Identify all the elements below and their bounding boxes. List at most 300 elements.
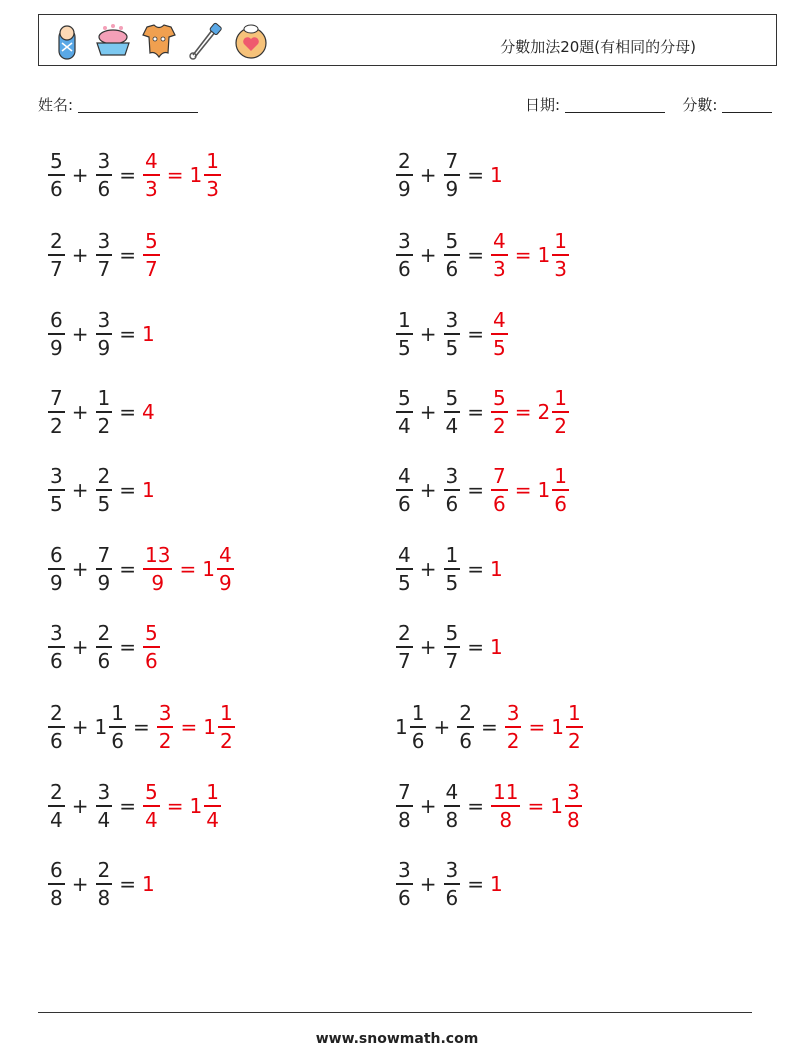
fraction [96, 860, 113, 908]
numerator: 5 [398, 386, 411, 411]
answer-value [490, 782, 521, 830]
addend-b [95, 860, 114, 908]
fraction [491, 466, 508, 514]
answer [490, 310, 509, 358]
answer [142, 623, 161, 671]
addend-a [47, 545, 66, 593]
answer-value [538, 388, 570, 436]
problem-item [47, 387, 156, 437]
fraction [396, 388, 413, 436]
plus-sign: + [433, 715, 451, 739]
denominator: 2 [554, 413, 567, 438]
addend-a [47, 623, 66, 671]
numerator: 3 [50, 464, 63, 489]
numerator: 3 [445, 308, 459, 333]
plus-sign: + [71, 557, 89, 581]
plus-sign: + [419, 872, 437, 896]
answer-equals-sign: = [166, 163, 184, 187]
numerator: 2 [97, 858, 111, 883]
denominator: 6 [411, 728, 425, 753]
denominator: 6 [398, 491, 411, 516]
addend-a [47, 388, 66, 436]
addend-b [95, 310, 114, 358]
whole-number: 1 [189, 163, 203, 187]
fraction [444, 860, 461, 908]
plus-sign: + [419, 794, 437, 818]
denominator: 6 [554, 491, 567, 516]
equals-sign: = [467, 478, 484, 502]
denominator: 8 [398, 807, 411, 832]
answer-equals-sign: = [528, 715, 546, 739]
numerator: 2 [398, 149, 411, 174]
answer-value [490, 872, 504, 896]
answer-value [538, 231, 570, 279]
numerator: 7 [97, 543, 111, 568]
fraction [552, 231, 569, 279]
denominator: 9 [97, 570, 111, 595]
whole-number: 1 [203, 715, 216, 739]
answer-equals-sign: = [514, 400, 532, 424]
numerator: 3 [97, 149, 111, 174]
plus-sign: + [71, 243, 89, 267]
fraction [396, 151, 413, 199]
fraction [157, 703, 174, 751]
denominator: 7 [398, 648, 411, 673]
plus-sign: + [419, 243, 437, 267]
footer-divider [38, 1012, 752, 1013]
addend-a [395, 231, 414, 279]
fraction [396, 860, 413, 908]
denominator: 9 [50, 570, 63, 595]
equals-sign: = [119, 163, 136, 187]
denominator: 5 [50, 491, 63, 516]
numerator: 3 [445, 464, 459, 489]
equals-sign: = [467, 794, 484, 818]
denominator: 4 [145, 807, 158, 832]
plus-sign: + [71, 478, 89, 502]
addend-b [443, 466, 462, 514]
fraction [552, 466, 569, 514]
numerator: 1 [445, 543, 459, 568]
denominator: 5 [493, 335, 506, 360]
fraction [48, 782, 65, 830]
plus-sign: + [71, 635, 89, 659]
fraction [491, 231, 508, 279]
fraction [143, 231, 160, 279]
addend-b [95, 623, 114, 671]
numerator: 5 [145, 229, 158, 254]
equals-sign: = [467, 400, 484, 424]
answer-equals-sign: = [179, 557, 197, 581]
denominator: 5 [398, 570, 411, 595]
plus-sign: + [71, 794, 89, 818]
addend-b [95, 703, 127, 751]
fraction [396, 466, 413, 514]
numerator: 4 [398, 464, 411, 489]
problem-item [47, 702, 236, 752]
fraction [444, 782, 461, 830]
problem-item [47, 150, 222, 200]
answer-equals-sign: = [527, 794, 545, 818]
numerator: 2 [50, 780, 63, 805]
answer-value [142, 322, 156, 346]
problem-item [47, 309, 156, 359]
fraction [444, 310, 461, 358]
addend-a [47, 466, 66, 514]
addend-b [95, 782, 114, 830]
numerator: 1 [97, 386, 111, 411]
fraction [218, 703, 235, 751]
plus-sign: + [71, 400, 89, 424]
addend-a [395, 860, 414, 908]
denominator: 3 [145, 176, 158, 201]
fraction [143, 151, 160, 199]
fraction [143, 782, 160, 830]
fraction [143, 545, 172, 593]
addend-b [95, 545, 114, 593]
numerator: 4 [493, 229, 506, 254]
plus-sign: + [419, 400, 437, 424]
answer [490, 466, 570, 514]
whole-number: 1 [189, 794, 203, 818]
numerator: 3 [97, 229, 111, 254]
plus-sign: + [71, 322, 89, 346]
fraction [96, 466, 113, 514]
fraction [48, 151, 65, 199]
problem-item [47, 622, 161, 672]
numerator: 3 [158, 701, 172, 726]
date-label: 日期: [525, 96, 561, 114]
answer [490, 388, 570, 436]
footer-url: www.snowmath.com [315, 1031, 479, 1047]
fraction [109, 703, 126, 751]
fraction [96, 231, 113, 279]
whole-number: 1 [550, 794, 563, 818]
answer-value [142, 151, 161, 199]
problem-item [395, 702, 584, 752]
numerator: 3 [506, 701, 520, 726]
whole-number: 2 [537, 400, 551, 424]
numerator: 3 [97, 308, 111, 333]
answer-equals-sign: = [180, 715, 198, 739]
denominator: 4 [97, 807, 111, 832]
whole-number: 1 [202, 557, 215, 581]
equals-sign: = [467, 322, 484, 346]
answer [142, 231, 161, 279]
whole-number: 1 [142, 478, 155, 502]
equals-sign: = [119, 794, 136, 818]
whole-number: 1 [537, 478, 551, 502]
denominator: 4 [445, 413, 459, 438]
fraction [565, 782, 582, 830]
denominator: 6 [445, 885, 459, 910]
numerator: 1 [111, 701, 124, 726]
plus-sign: + [71, 872, 89, 896]
addend-a [47, 231, 66, 279]
denominator: 2 [50, 413, 63, 438]
fraction [396, 782, 413, 830]
addend-a [395, 782, 414, 830]
plus-sign: + [419, 322, 437, 346]
equals-sign: = [119, 400, 136, 424]
addend-a [47, 860, 66, 908]
fraction [48, 310, 65, 358]
fraction [96, 388, 113, 436]
plus-sign: + [419, 163, 437, 187]
numerator: 4 [145, 149, 158, 174]
page-title: 分數加法20題(有相同的分母) [500, 38, 696, 56]
denominator: 5 [97, 491, 111, 516]
problem-item [47, 230, 161, 280]
problem-item [395, 465, 570, 515]
addend-b [443, 388, 462, 436]
whole-number: 1 [142, 872, 155, 896]
numerator: 3 [398, 229, 411, 254]
fraction [396, 545, 413, 593]
answer [490, 231, 570, 279]
fraction [505, 703, 522, 751]
equals-sign: = [132, 715, 150, 739]
denominator: 3 [554, 256, 567, 281]
whole-number: 1 [490, 163, 503, 187]
whole-number: 1 [142, 322, 155, 346]
addend-a [47, 151, 66, 199]
addend-a [47, 310, 66, 358]
numerator: 2 [50, 701, 63, 726]
denominator: 6 [50, 648, 63, 673]
answer-value [490, 388, 509, 436]
problem-item [395, 150, 504, 200]
answer-value [142, 231, 161, 279]
numerator: 1 [206, 780, 219, 805]
denominator: 2 [97, 413, 111, 438]
answer-value [203, 703, 235, 751]
denominator: 6 [145, 648, 158, 673]
denominator: 3 [206, 176, 219, 201]
numerator: 2 [50, 229, 63, 254]
numerator: 7 [50, 386, 63, 411]
numerator: 2 [459, 701, 472, 726]
fraction [444, 623, 461, 671]
numerator: 3 [398, 858, 411, 883]
addend-b [443, 782, 462, 830]
answer-value [550, 782, 582, 830]
answer [142, 872, 156, 896]
problem-item [395, 387, 570, 437]
denominator: 9 [97, 335, 111, 360]
numerator: 6 [50, 308, 63, 333]
whole-number: 1 [490, 635, 503, 659]
answer [142, 545, 235, 593]
denominator: 6 [97, 648, 111, 673]
answer-value [490, 466, 509, 514]
numerator: 1 [567, 701, 581, 726]
problem-item [395, 544, 504, 594]
fraction [143, 623, 160, 671]
numerator: 5 [445, 229, 459, 254]
denominator: 8 [445, 807, 459, 832]
numerator: 4 [398, 543, 411, 568]
fraction [552, 388, 569, 436]
answer-value [190, 782, 222, 830]
plus-sign: + [419, 635, 437, 659]
equals-sign: = [119, 322, 136, 346]
denominator: 6 [493, 491, 506, 516]
answer-value [142, 623, 161, 671]
denominator: 7 [445, 648, 459, 673]
answer-value [156, 703, 175, 751]
numerator: 4 [218, 543, 232, 568]
denominator: 7 [145, 256, 158, 281]
numerator: 1 [206, 149, 219, 174]
numerator: 3 [97, 780, 111, 805]
problem-item [47, 781, 222, 831]
addend-b [443, 151, 462, 199]
fraction [217, 545, 234, 593]
numerator: 1 [554, 464, 567, 489]
fraction [457, 703, 474, 751]
fraction [96, 545, 113, 593]
numerator: 4 [493, 308, 506, 333]
numerator: 13 [145, 543, 171, 568]
numerator: 5 [145, 621, 158, 646]
equals-sign: = [119, 243, 136, 267]
answer-value [490, 231, 509, 279]
numerator: 7 [398, 780, 411, 805]
numerator: 11 [493, 780, 519, 805]
numerator: 6 [50, 543, 63, 568]
fraction [96, 151, 113, 199]
numerator: 2 [398, 621, 411, 646]
numerator: 4 [445, 780, 459, 805]
addend-a [395, 310, 414, 358]
equals-sign: = [467, 243, 484, 267]
answer-value [551, 703, 583, 751]
answer [142, 400, 156, 424]
addend-b [95, 466, 114, 514]
problem-item [395, 309, 509, 359]
fraction [48, 545, 65, 593]
answer-value [142, 478, 156, 502]
denominator: 3 [493, 256, 506, 281]
equals-sign: = [480, 715, 498, 739]
numerator: 2 [97, 464, 111, 489]
denominator: 2 [219, 728, 233, 753]
numerator: 5 [445, 386, 459, 411]
denominator: 9 [398, 176, 411, 201]
denominator: 9 [218, 570, 232, 595]
numerator: 5 [493, 386, 506, 411]
answer-value [142, 545, 173, 593]
problem-item [395, 622, 504, 672]
numerator: 7 [493, 464, 506, 489]
numerator: 3 [566, 780, 580, 805]
answer [142, 478, 156, 502]
equals-sign: = [119, 478, 136, 502]
equals-sign: = [467, 635, 484, 659]
equals-sign: = [119, 872, 136, 896]
answer-value [538, 466, 570, 514]
denominator: 8 [499, 807, 513, 832]
denominator: 2 [506, 728, 520, 753]
answer [142, 322, 156, 346]
addend-a [395, 545, 414, 593]
addend-b [95, 151, 114, 199]
answer-value [490, 310, 509, 358]
denominator: 9 [445, 176, 459, 201]
denominator: 6 [445, 491, 459, 516]
answer-value [490, 635, 504, 659]
denominator: 6 [50, 728, 63, 753]
problem-item [47, 544, 235, 594]
numerator: 1 [554, 386, 567, 411]
denominator: 5 [445, 570, 459, 595]
whole-number: 1 [490, 872, 503, 896]
equals-sign: = [467, 163, 484, 187]
fraction [410, 703, 427, 751]
fraction [444, 466, 461, 514]
answer [142, 782, 222, 830]
fraction [491, 388, 508, 436]
answer [490, 782, 583, 830]
answer-value [490, 163, 504, 187]
answer-value [142, 872, 156, 896]
fraction [396, 623, 413, 671]
fraction [491, 782, 520, 830]
denominator: 2 [567, 728, 581, 753]
denominator: 6 [398, 256, 411, 281]
equals-sign: = [119, 635, 136, 659]
addend-a [395, 623, 414, 671]
fraction [96, 782, 113, 830]
addend-a [47, 782, 66, 830]
fraction [566, 703, 583, 751]
answer [490, 557, 504, 581]
numerator: 1 [411, 701, 425, 726]
name-label: 姓名: [38, 96, 74, 114]
fraction [204, 782, 221, 830]
equals-sign: = [467, 557, 484, 581]
equals-sign: = [467, 872, 484, 896]
addend-b [95, 231, 114, 279]
denominator: 2 [158, 728, 172, 753]
fraction [48, 623, 65, 671]
answer [490, 872, 504, 896]
addend-b [456, 703, 475, 751]
fraction [396, 310, 413, 358]
addend-a [395, 151, 414, 199]
denominator: 4 [398, 413, 411, 438]
answer-value [490, 557, 504, 581]
denominator: 6 [97, 176, 111, 201]
problem-item [47, 465, 156, 515]
answer [156, 703, 236, 751]
denominator: 8 [566, 807, 580, 832]
denominator: 8 [50, 885, 63, 910]
whole-number: 1 [490, 557, 503, 581]
fraction [396, 231, 413, 279]
whole-number: 1 [395, 715, 408, 739]
numerator: 3 [50, 621, 63, 646]
denominator: 7 [97, 256, 111, 281]
answer-value [202, 545, 234, 593]
fraction [444, 231, 461, 279]
numerator: 1 [554, 229, 567, 254]
plus-sign: + [419, 478, 437, 502]
answer-value [190, 151, 222, 199]
fraction [444, 151, 461, 199]
denominator: 4 [206, 807, 219, 832]
